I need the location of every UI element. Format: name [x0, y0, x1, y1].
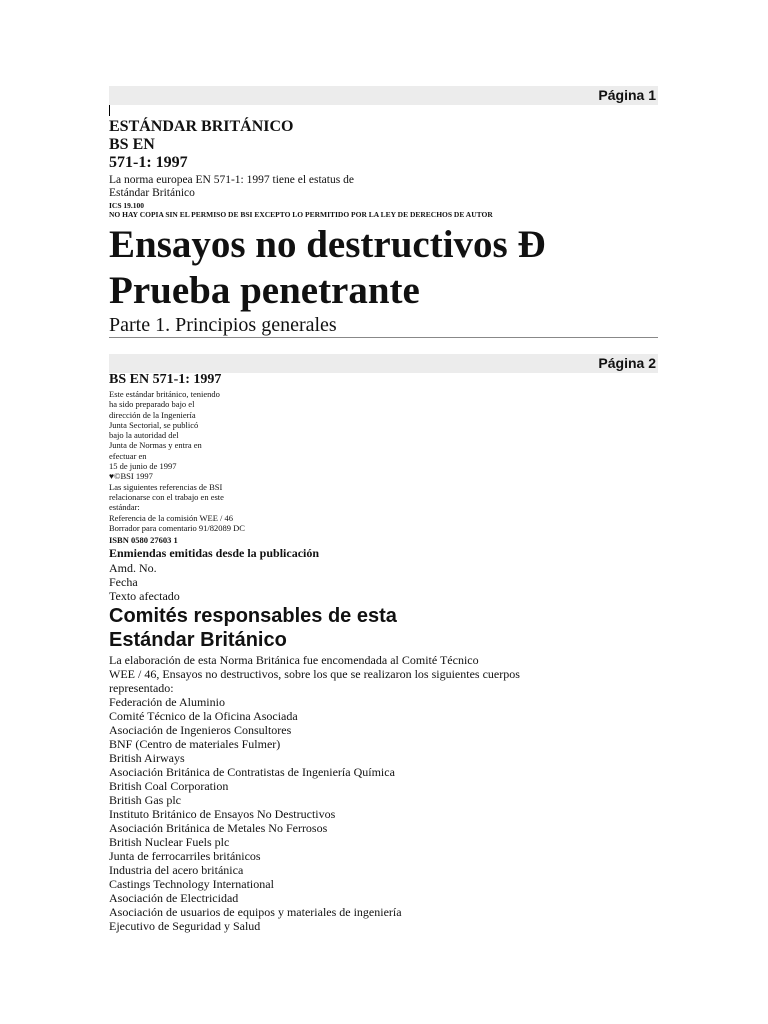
standard-heading	[109, 118, 293, 172]
heading-line: ESTÁNDAR BRITÁNICO	[109, 118, 294, 135]
document-subtitle: Parte 1. Principios generales	[109, 314, 337, 336]
document-title	[109, 222, 546, 314]
heading-line: 571-1: 1997	[109, 154, 188, 171]
title-line: Ensayos no destructivos Ð	[109, 223, 546, 266]
info-line: dirección de la Ingeniería	[109, 409, 196, 420]
list-item: Asociación de usuarios de equipos y materiales de ingeniería	[109, 905, 402, 919]
info-line: ♥©BSI 1997	[109, 471, 153, 482]
list-item: Junta de ferrocarriles británicos	[109, 849, 261, 863]
list-item: British Coal Corporation	[109, 779, 229, 793]
amendment-fields	[109, 561, 180, 603]
intro-line: representado:	[109, 681, 174, 695]
heading-line: Comités responsables de esta	[109, 605, 397, 627]
info-line: relacionarse con el trabajo en este	[109, 491, 224, 502]
title-line: Prueba penetrante	[109, 269, 420, 312]
isbn: ISBN 0580 27603 1	[109, 535, 178, 545]
committees-heading	[109, 604, 397, 652]
list-item: BNF (Centro de materiales Fulmer)	[109, 737, 281, 751]
text-cursor	[109, 105, 110, 116]
list-item: British Airways	[109, 751, 185, 765]
list-item: Ejecutivo de Seguridad y Salud	[109, 919, 261, 933]
intro-line: La elaboración de esta Norma Británica fue encomendada al Comité Técnico	[109, 653, 479, 667]
info-line: efectuar en	[109, 450, 147, 461]
amendment-field: Texto afectado	[109, 589, 180, 603]
info-line: Referencia de la comisión WEE / 46	[109, 512, 233, 523]
list-item: Industria del acero británica	[109, 863, 244, 877]
page-1-label: Página 1	[598, 87, 656, 103]
list-item: Federación de Aluminio	[109, 695, 225, 709]
list-item: Instituto Británico de Ensayos No Destructivos	[109, 807, 336, 821]
divider	[109, 337, 658, 338]
status-text	[109, 174, 354, 200]
info-line: 15 de junio de 1997	[109, 461, 177, 472]
page-2-label: Página 2	[598, 355, 656, 371]
status-line: La norma europea EN 571-1: 1997 tiene el estatus de	[109, 174, 354, 186]
list-item: British Nuclear Fuels plc	[109, 835, 230, 849]
represented-bodies	[109, 695, 402, 933]
list-item: British Gas plc	[109, 793, 181, 807]
ics-code: ICS 19.100	[109, 201, 145, 210]
info-line: Junta Sectorial, se publicó	[109, 419, 199, 430]
intro-line: WEE / 46, Ensayos no destructivos, sobre los que se realizaron los siguientes cuerpos	[109, 667, 520, 681]
amendment-field: Fecha	[109, 575, 138, 589]
publication-info	[109, 389, 245, 533]
list-item: Asociación Británica de Metales No Ferrosos	[109, 821, 328, 835]
amendment-field: Amd. No.	[109, 561, 157, 575]
amendments-heading: Enmiendas emitidas desde la publicación	[109, 546, 320, 560]
info-line: Este estándar británico, teniendo	[109, 389, 220, 399]
page-2-bar	[109, 354, 658, 373]
heading-line: Estándar Británico	[109, 629, 287, 651]
list-item: Castings Technology International	[109, 877, 274, 891]
status-line: Estándar Británico	[109, 187, 195, 199]
list-item: Asociación de Electricidad	[109, 891, 239, 905]
info-line: Borrador para comentario 91/82089 DC	[109, 522, 245, 533]
page-1-bar	[109, 86, 658, 105]
info-line: Las siguientes referencias de BSI	[109, 481, 223, 492]
page-2-heading: BS EN 571-1: 1997	[109, 372, 222, 387]
list-item: Asociación de Ingenieros Consultores	[109, 723, 292, 737]
committee-intro	[109, 653, 520, 695]
info-line: Junta de Normas y entra en	[109, 440, 202, 451]
heading-line: BS EN	[109, 136, 155, 153]
info-line: ha sido preparado bajo el	[109, 399, 195, 410]
info-line: bajo la autoridad del	[109, 430, 179, 441]
info-line: estándar:	[109, 502, 140, 513]
list-item: Asociación Británica de Contratistas de Ingeniería Química	[109, 765, 395, 779]
copyright-notice: NO HAY COPIA SIN EL PERMISO DE BSI EXCEPTO LO PERMITIDO POR LA LEY DE DERECHOS DE AUTOR	[109, 210, 493, 219]
list-item: Comité Técnico de la Oficina Asociada	[109, 709, 298, 723]
